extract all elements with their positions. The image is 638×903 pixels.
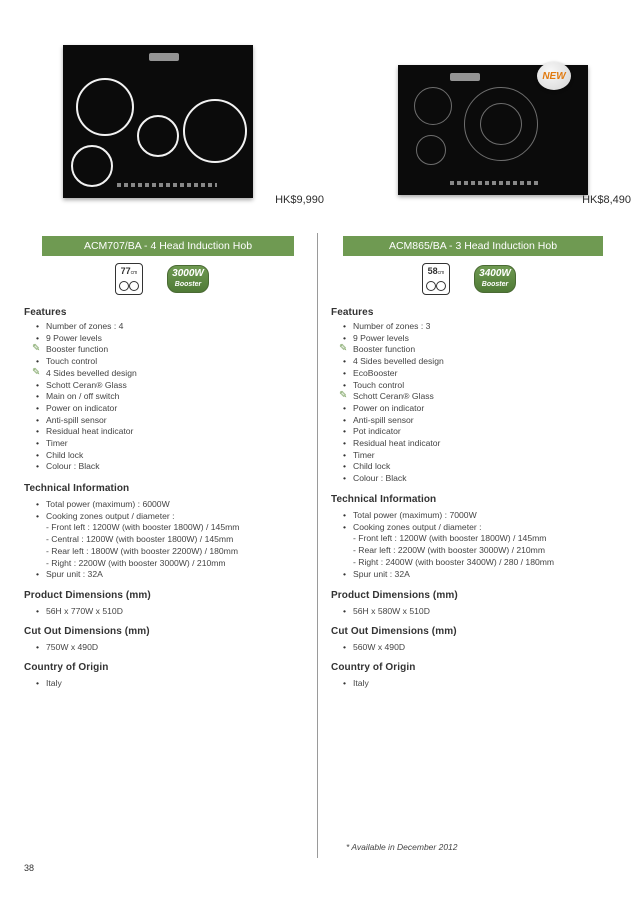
bullet-icon: •: [36, 414, 40, 425]
product-title-banner: ACM707/BA - 4 Head Induction Hob: [42, 236, 294, 256]
bullet-icon: •: [36, 438, 40, 449]
feature-text: Touch control: [353, 379, 405, 390]
tech-text: Cooking zones output / diameter :: [46, 510, 175, 521]
list-item: [341, 450, 444, 462]
bullet-icon: •: [36, 426, 40, 437]
list-item: [341, 415, 444, 427]
eco-leaf-icon: ✎: [339, 343, 348, 355]
bullet-icon: •: [36, 402, 40, 413]
booster-badge: [474, 265, 516, 293]
tech-text: - Rear left : 1800W (with booster 2200W) / 180mm: [46, 545, 238, 556]
new-badge: NEW: [537, 62, 571, 90]
list-item: [341, 391, 444, 403]
feature-text: 9 Power levels: [353, 332, 409, 343]
tech-text: - Central : 1200W (with booster 1800W) / 145mm: [46, 534, 234, 545]
bullet-icon: •: [343, 332, 347, 343]
bullet-icon: •: [36, 499, 40, 509]
country-of-origin-list: [34, 678, 62, 690]
tech-text: - Right : 2400W (with booster 3400W) / 280 / 180mm: [353, 556, 555, 567]
list-item: [341, 606, 430, 618]
bullet-icon: •: [343, 379, 347, 390]
list-item: [341, 522, 554, 534]
list-item: [34, 321, 137, 333]
dims-text: 56H x 770W x 510D: [46, 606, 123, 616]
feature-text: Schott Ceran® Glass: [46, 379, 127, 390]
bullet-icon: •: [343, 642, 347, 652]
bullet-icon: •: [36, 569, 40, 580]
list-item: [34, 461, 137, 473]
booster-power: 3000W: [172, 268, 204, 279]
cm-number: 77: [120, 266, 131, 276]
tech-text: - Front left : 1200W (with booster 1800W) / 145mm: [46, 522, 240, 533]
bullet-icon: •: [36, 332, 40, 343]
price: HK$8,490: [582, 194, 631, 206]
list-item: [341, 557, 554, 569]
origin-text: Italy: [353, 678, 369, 688]
bullet-icon: •: [36, 321, 40, 331]
bullet-icon: •: [343, 568, 347, 579]
cutout-dimensions-heading: Cut Out Dimensions (mm): [24, 626, 150, 637]
list-item: [34, 558, 239, 570]
feature-text: Colour : Black: [353, 473, 407, 484]
feature-text: Residual heat indicator: [353, 438, 441, 449]
bullet-icon: •: [343, 449, 347, 460]
bullet-icon: •: [343, 356, 347, 367]
bullet-icon: •: [343, 510, 347, 520]
feature-text: Timer: [353, 449, 375, 460]
list-item: [341, 642, 405, 654]
list-item: [34, 426, 137, 438]
bullet-icon: •: [36, 356, 40, 367]
feature-text: Child lock: [353, 461, 391, 472]
cutout-dimensions-heading: Cut Out Dimensions (mm): [331, 626, 457, 637]
bullet-icon: •: [36, 510, 40, 521]
eco-leaf-icon: ✎: [32, 343, 41, 355]
bullet-icon: •: [36, 449, 40, 460]
coil-icon: [129, 281, 139, 291]
tech-text: - Right : 2200W (with booster 3000W) / 210mm: [46, 557, 226, 568]
cutout-dimensions-list: [341, 642, 405, 654]
bullet-icon: •: [343, 521, 347, 532]
list-item: [341, 356, 444, 368]
features-list: [34, 321, 137, 473]
list-item: [34, 380, 137, 392]
list-item: [341, 533, 554, 545]
list-item: [341, 321, 444, 333]
feature-text: Schott Ceran® Glass: [353, 391, 434, 402]
feature-text: Power on indicator: [46, 402, 118, 413]
price: HK$9,990: [275, 194, 324, 206]
list-item: [341, 403, 444, 415]
technical-heading: Technical Information: [331, 494, 437, 505]
feature-text: Power on indicator: [353, 402, 425, 413]
tech-text: Spur unit : 32A: [353, 568, 410, 579]
list-item: [34, 499, 239, 511]
eco-leaf-icon: ✎: [339, 390, 348, 402]
bullet-icon: •: [343, 473, 347, 484]
bullet-icon: •: [343, 414, 347, 425]
list-item: [341, 461, 444, 473]
feature-text: Booster function: [353, 344, 416, 355]
feature-text: Touch control: [46, 356, 98, 367]
list-item: [341, 473, 444, 485]
tech-text: Spur unit : 32A: [46, 569, 103, 580]
feature-text: Colour : Black: [46, 461, 100, 472]
list-item: [34, 450, 137, 462]
dims-text: 56H x 580W x 510D: [353, 606, 430, 616]
feature-text: 4 Sides bevelled design: [353, 356, 444, 367]
tech-text: Total power (maximum) : 6000W: [46, 499, 170, 509]
footnote: * Available in December 2012: [346, 842, 458, 852]
features-list: [341, 321, 444, 485]
origin-text: Italy: [46, 678, 62, 688]
technical-list: [34, 499, 239, 581]
bullet-icon: •: [36, 642, 40, 652]
product-dimensions-heading: Product Dimensions (mm): [331, 590, 458, 601]
bullet-icon: •: [36, 606, 40, 616]
technical-list: [341, 510, 554, 580]
bullet-icon: •: [36, 678, 40, 688]
booster-power: 3400W: [479, 268, 511, 279]
list-item: [34, 391, 137, 403]
feature-text: Number of zones : 4: [46, 321, 124, 331]
list-item: [341, 344, 444, 356]
size-cm-badge: [115, 263, 143, 295]
booster-badge: [167, 265, 209, 293]
feature-text: Main on / off switch: [46, 391, 120, 402]
cutout-dimensions-list: [34, 642, 98, 654]
list-item: [34, 403, 137, 415]
country-of-origin-heading: Country of Origin: [331, 662, 416, 673]
list-item: [341, 545, 554, 557]
list-item: [34, 678, 62, 690]
list-item: [34, 368, 137, 380]
feature-text: Number of zones : 3: [353, 321, 431, 331]
feature-text: Pot indicator: [353, 426, 401, 437]
list-item: [34, 438, 137, 450]
booster-label: Booster: [481, 281, 509, 288]
feature-text: Residual heat indicator: [46, 426, 134, 437]
tech-text: Total power (maximum) : 7000W: [353, 510, 477, 520]
product-dimensions-list: [34, 606, 123, 618]
list-item: [34, 511, 239, 523]
size-cm-value: [116, 266, 142, 276]
features-heading: Features: [331, 307, 374, 318]
bullet-icon: •: [343, 321, 347, 331]
tech-text: - Front left : 1200W (with booster 1800W) / 145mm: [353, 533, 547, 544]
feature-text: EcoBooster: [353, 367, 398, 378]
tech-text: Cooking zones output / diameter :: [353, 521, 482, 532]
booster-label: Booster: [174, 281, 202, 288]
list-item: [34, 356, 137, 368]
feature-text: Anti-spill sensor: [46, 414, 107, 425]
bullet-icon: •: [36, 461, 40, 472]
eco-leaf-icon: ✎: [32, 366, 41, 378]
bullet-icon: •: [343, 678, 347, 688]
list-item: [341, 368, 444, 380]
bullet-icon: •: [343, 438, 347, 449]
product-dimensions-list: [341, 606, 430, 618]
product-column-acm865: [331, 0, 631, 903]
list-item: [341, 426, 444, 438]
bullet-icon: •: [343, 461, 347, 472]
coil-icon: [426, 281, 436, 291]
feature-text: Anti-spill sensor: [353, 414, 414, 425]
list-item: [34, 546, 239, 558]
list-item: [34, 606, 123, 618]
cutout-text: 750W x 490D: [46, 642, 99, 652]
cm-unit: cm: [130, 270, 138, 276]
technical-heading: Technical Information: [24, 483, 130, 494]
features-heading: Features: [24, 307, 67, 318]
list-item: [341, 380, 444, 392]
cm-unit: cm: [437, 270, 445, 276]
list-item: [34, 415, 137, 427]
product-column-acm707: [24, 0, 324, 903]
feature-text: Booster function: [46, 344, 109, 355]
list-item: [34, 522, 239, 534]
feature-text: Child lock: [46, 449, 84, 460]
list-item: [341, 678, 369, 690]
list-item: [341, 510, 554, 522]
list-item: [34, 333, 137, 345]
coil-icon: [436, 281, 446, 291]
cutout-text: 560W x 490D: [353, 642, 406, 652]
page-number: 38: [24, 863, 35, 873]
list-item: [34, 569, 239, 581]
list-item: [34, 642, 98, 654]
list-item: [34, 344, 137, 356]
size-cm-badge: [422, 263, 450, 295]
feature-text: 4 Sides bevelled design: [46, 367, 137, 378]
country-of-origin-heading: Country of Origin: [24, 662, 109, 673]
bullet-icon: •: [343, 426, 347, 437]
list-item: [341, 333, 444, 345]
tech-text: - Rear left : 2200W (with booster 3000W) / 210mm: [353, 545, 545, 556]
product-dimensions-heading: Product Dimensions (mm): [24, 590, 151, 601]
bullet-icon: •: [343, 402, 347, 413]
coil-icon: [119, 281, 129, 291]
cm-number: 58: [427, 266, 438, 276]
list-item: [34, 534, 239, 546]
bullet-icon: •: [343, 367, 347, 378]
feature-text: Timer: [46, 438, 68, 449]
size-cm-value: [423, 266, 449, 276]
list-item: [341, 438, 444, 450]
feature-text: 9 Power levels: [46, 332, 102, 343]
bullet-icon: •: [343, 606, 347, 616]
country-of-origin-list: [341, 678, 369, 690]
list-item: [341, 569, 554, 581]
product-title-banner: ACM865/BA - 3 Head Induction Hob: [343, 236, 603, 256]
bullet-icon: •: [36, 379, 40, 390]
bullet-icon: •: [36, 391, 40, 402]
